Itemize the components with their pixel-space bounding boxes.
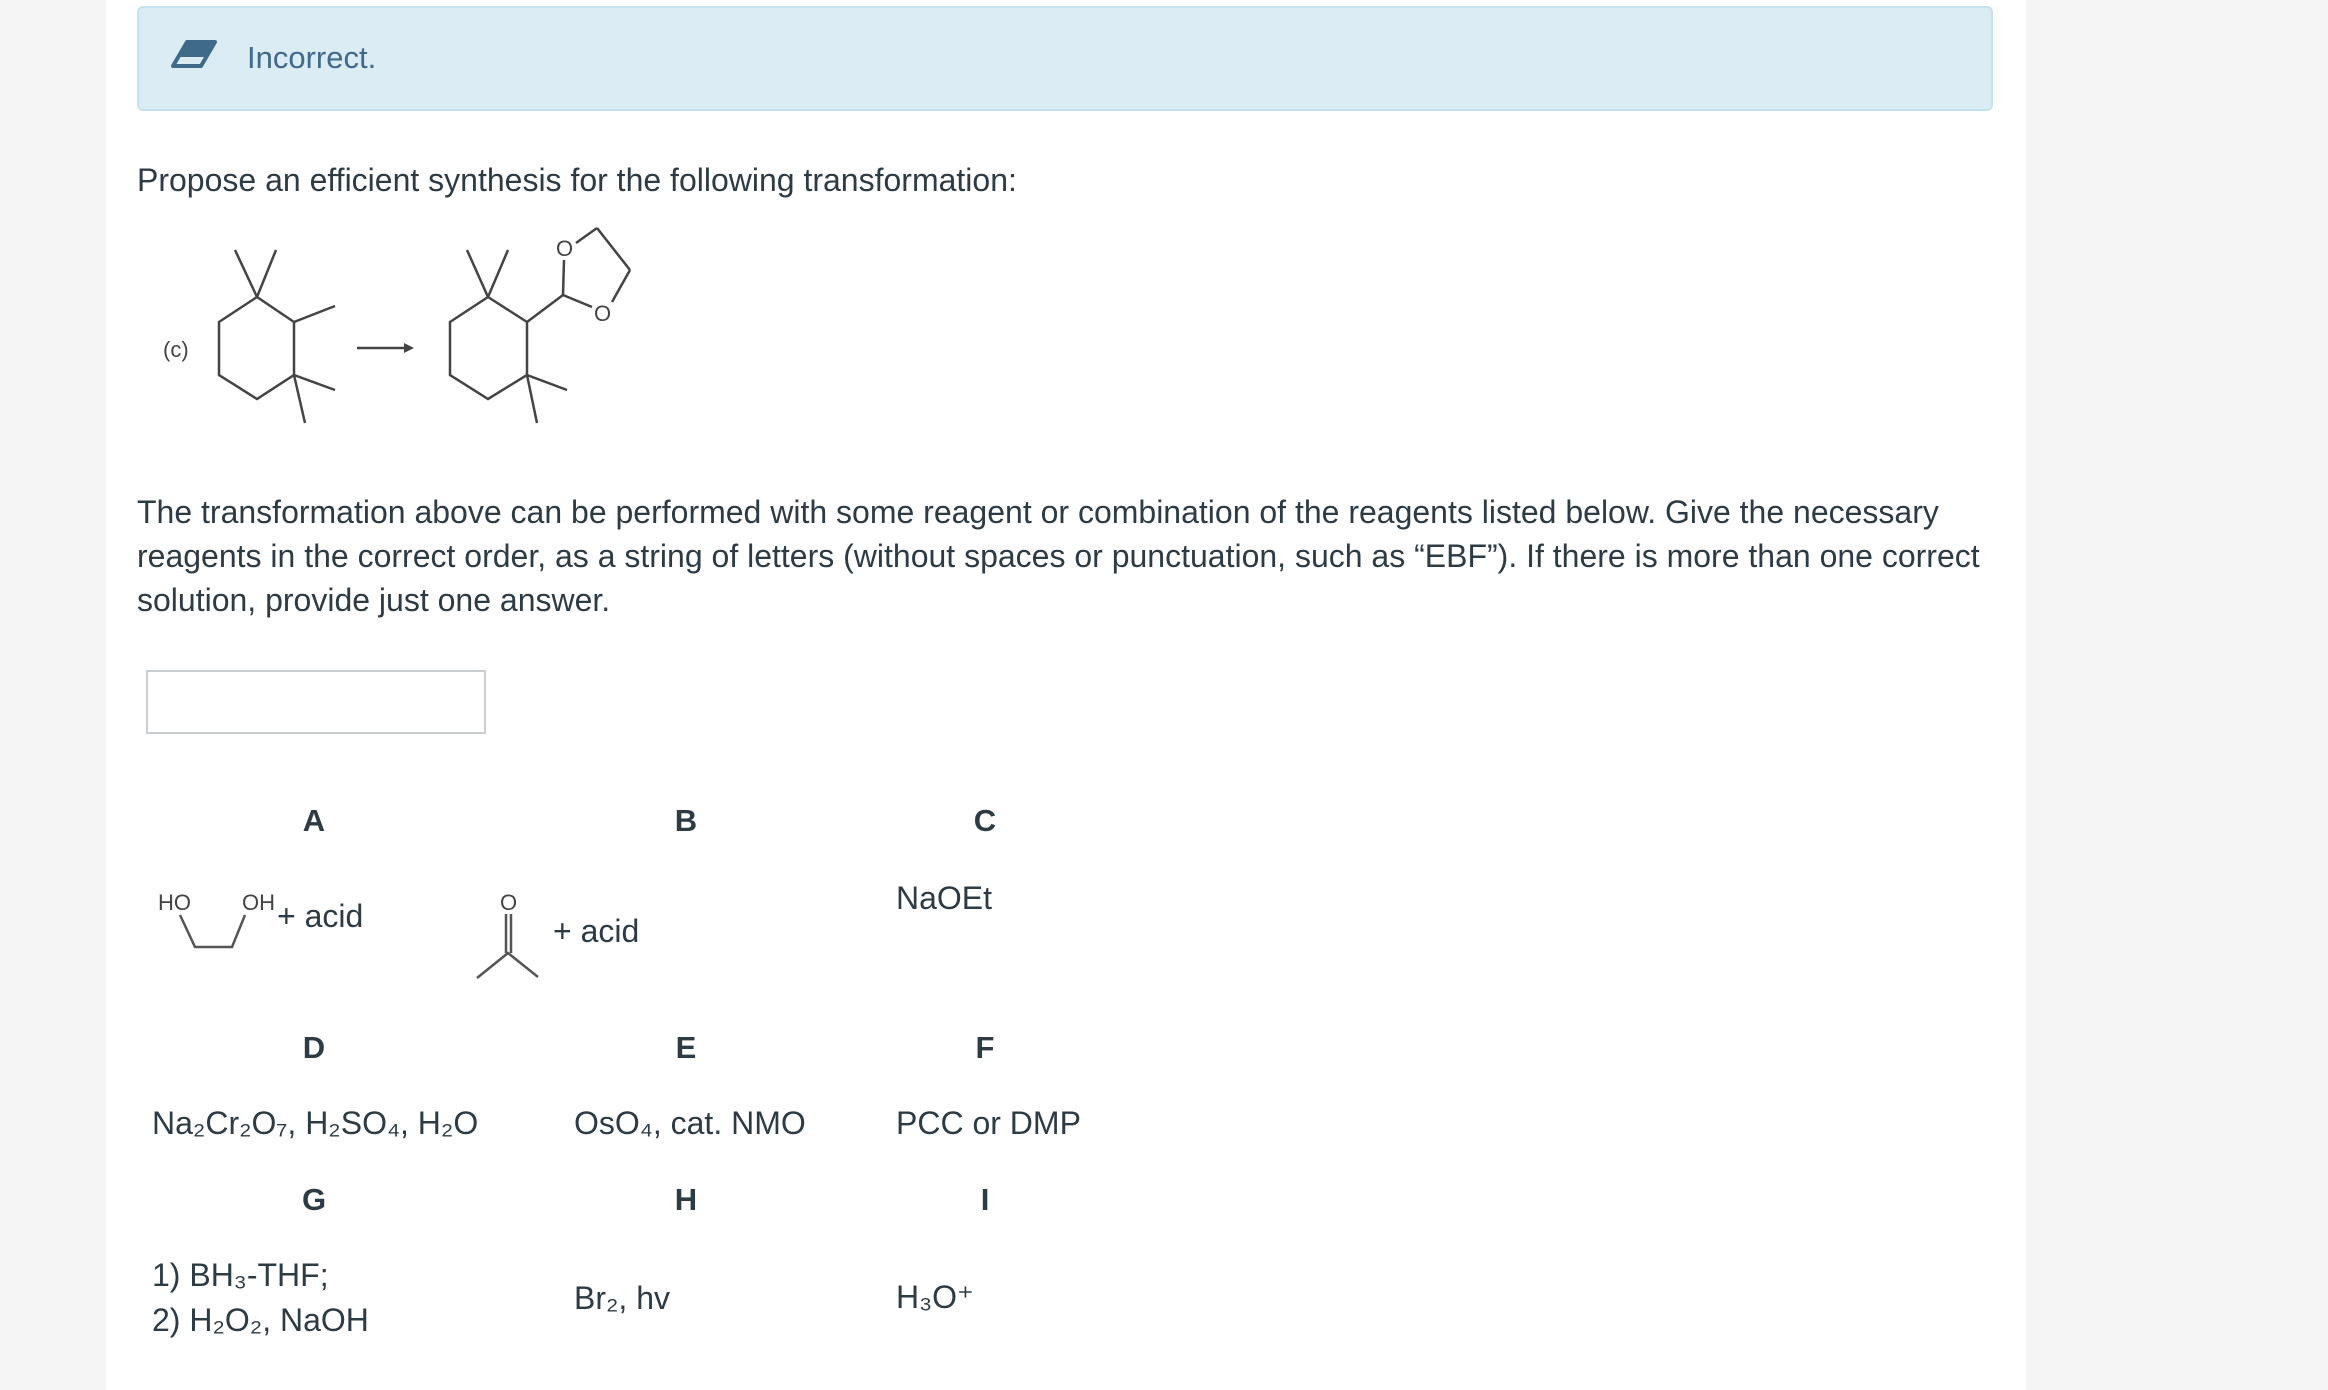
instructions-line: reagents in the correct order, as a string of letters (without spaces or punctuation, such as “EBF”). If there is more than one correct [137,538,1980,574]
instructions-line: The transformation above can be performed with some reagent or combination of the reagents listed below. Give the necessary [137,494,1939,530]
reagent-c-text: NaOEt [896,880,993,916]
part-label: (c) [163,337,189,362]
reagent-label-d: D [302,1030,326,1065]
reagent-e-text: OsO₄, cat. NMO [574,1105,806,1141]
reagent-label-c: C [973,803,997,838]
starting-material [219,250,335,423]
reaction-arrow [357,343,414,353]
reagent-i-text: H₃O⁺ [896,1279,974,1315]
ethylene-glycol-structure [150,885,280,960]
carbonyl-oxygen-label: O [500,890,518,915]
reagent-label-e: E [675,1030,697,1065]
reagent-label-a: A [302,803,326,838]
reagent-g-step2: 2) H₂O₂, NaOH [152,1302,369,1338]
oxygen-label: O [594,301,612,326]
instructions-line: solution, provide just one answer. [137,582,611,618]
reagent-b-text: + acid [553,913,640,949]
reagent-label-b: B [674,803,698,838]
reagent-d-text: Na₂Cr₂O₇, H₂SO₄, H₂O [152,1105,479,1141]
reagent-label-h: H [674,1182,698,1217]
reagent-f-text: PCC or DMP [896,1105,1081,1141]
alert-message: Incorrect. [247,40,377,75]
question-prompt: Propose an efficient synthesis for the following transformation: [137,162,1017,198]
reagent-g-step1: 1) BH₃-THF; [152,1257,329,1293]
reaction-scheme [150,215,670,435]
reagent-label-g: G [301,1182,327,1217]
answer-input[interactable] [146,670,486,734]
reagent-label-i: I [980,1182,990,1217]
oxygen-label: O [556,236,574,261]
feedback-alert [137,6,1993,111]
hydroxyl-label: OH [242,890,275,915]
reagent-a-text: + acid [277,898,364,934]
eraser-icon [169,38,219,74]
reagent-h-text: Br₂, hv [574,1280,670,1316]
hydroxyl-label: HO [158,890,191,915]
acetone-structure [465,885,555,985]
reagent-label-f: F [975,1030,995,1065]
